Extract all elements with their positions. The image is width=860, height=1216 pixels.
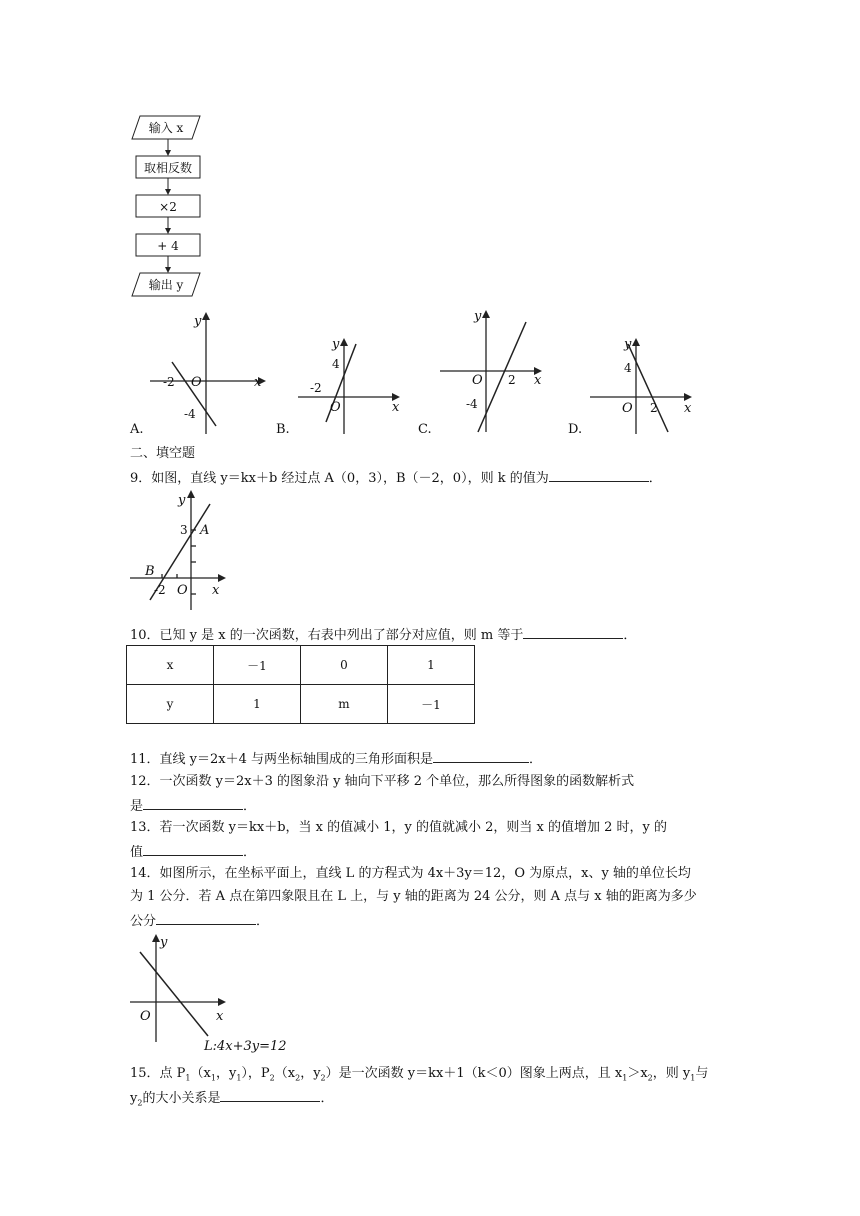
question-9-end: ．: [648, 471, 662, 486]
option-c-label: C.: [418, 422, 432, 437]
question-10-end: ．: [623, 628, 637, 643]
y-tick-label: -4: [466, 397, 478, 411]
origin-label: O: [472, 373, 483, 388]
y-tick-label: 4: [624, 361, 632, 375]
option-b-label: B.: [276, 422, 290, 437]
question-11-end: ．: [529, 752, 543, 767]
question-12-line2: [130, 795, 256, 817]
question-14-line1: 14．如图所示，在坐标平面上，直线 L 的方程式为 4x＋3y＝12，O 为原点，x、y 轴的单位长均: [130, 866, 691, 881]
axis-y-label: y: [160, 935, 168, 950]
flowchart-step1: 取相反数: [143, 161, 193, 175]
flowchart: [128, 112, 218, 302]
y-tick-label: 4: [332, 357, 340, 371]
origin-label: O: [191, 375, 202, 390]
value-table: [126, 645, 475, 724]
axis-y-label: y: [194, 314, 202, 329]
question-14-end: ．: [256, 914, 270, 929]
graph-option-c: [438, 306, 548, 436]
option-d-label: D.: [568, 422, 583, 437]
y-tick-label: 3: [180, 523, 188, 537]
origin-label: O: [140, 1009, 151, 1024]
origin-label: O: [177, 583, 188, 598]
table-cell: 0: [301, 646, 388, 685]
question-13-text: 值: [130, 845, 144, 860]
axis-y-label: y: [474, 309, 482, 324]
answer-blank-12[interactable]: [143, 795, 243, 810]
question-9-text: 9．如图，直线 y＝kx＋b 经过点 A（0，3），B（－2，0），则 k 的值为: [130, 471, 549, 486]
question-14-line3: [130, 910, 269, 932]
point-b-label: B: [145, 564, 155, 579]
question-13-line1: 13．若一次函数 y＝kx＋b，当 x 的值减小 1，y 的值就减小 2，则当 x 的值增加 2 时，y 的: [130, 820, 668, 835]
question-15-line2: $y_2$的大小关系是 ．: [130, 1087, 333, 1114]
axis-x-label: x: [684, 401, 692, 416]
flowchart-input: 输入 x: [148, 121, 184, 135]
graph-option-b: [296, 334, 404, 438]
answer-blank-10[interactable]: [523, 624, 623, 639]
table-cell: x: [127, 646, 214, 685]
table-cell: 1: [388, 646, 475, 685]
x-tick-label: 2: [650, 401, 658, 415]
answer-blank-14[interactable]: [156, 910, 256, 925]
answer-blank-11[interactable]: [433, 748, 529, 763]
x-tick-label: -2: [163, 375, 175, 389]
question-12-line1: 12．一次函数 y＝2x＋3 的图象沿 y 轴向下平移 2 个单位，那么所得图象的函数解析式: [130, 774, 635, 789]
graph-option-a: [150, 310, 268, 440]
table-cell: 1: [214, 685, 301, 724]
question-14-text: 公分: [130, 914, 157, 929]
table-cell: －1: [388, 685, 475, 724]
question-15-line1: 15．点 $P_1(x_1$，$y_1$），$P_2(x_2$，$y_2$）是一次函数 y＝kx＋1（k＜0）图象上两点，且 $x_1>x_2$，则 $y_1$与: [130, 1066, 709, 1083]
flowchart-output: 输出 y: [148, 278, 184, 292]
question-11: [130, 748, 542, 770]
question-11-text: 11．直线 y＝2x＋4 与两坐标轴围成的三角形面积是: [130, 752, 434, 767]
table-cell: －1: [214, 646, 301, 685]
line-equation-label: L:4x+3y=12: [204, 1039, 287, 1054]
figure-q9: [128, 490, 228, 616]
origin-label: O: [622, 401, 633, 416]
answer-blank-9[interactable]: [549, 467, 649, 482]
question-10: [130, 624, 636, 646]
flowchart-step3: + 4: [157, 239, 179, 253]
question-12-text: 是: [130, 799, 144, 814]
axis-y-label: y: [178, 493, 186, 508]
axis-x-label: x: [534, 373, 542, 388]
axis-x-label: x: [216, 1009, 224, 1024]
x-tick-label: -2: [154, 583, 166, 597]
question-14-line2: 为 1 公分．若 A 点在第四象限且在 L 上，与 y 轴的距离为 24 公分，则 A 点与 x 轴的距离为多少: [130, 889, 697, 904]
axis-x-label: x: [254, 375, 262, 390]
y-tick-label: -4: [184, 407, 196, 421]
graph-option-d: [588, 334, 696, 438]
axis-y-label: y: [624, 337, 632, 352]
question-10-text: 10．已知 y 是 x 的一次函数，右表中列出了部分对应值，则 m 等于: [130, 628, 524, 643]
axis-y-label: y: [332, 337, 340, 352]
section-title: 二、填空题: [130, 446, 196, 461]
flowchart-step2: ×2: [159, 200, 177, 214]
question-13-line2: [130, 841, 256, 863]
axis-x-label: x: [392, 400, 400, 415]
answer-blank-13[interactable]: [143, 841, 243, 856]
answer-blank-15[interactable]: [220, 1087, 320, 1102]
table-row: [127, 646, 475, 685]
x-tick-label: -2: [310, 381, 322, 395]
table-row: [127, 685, 475, 724]
question-13-end: ．: [243, 845, 257, 860]
question-12-end: ．: [243, 799, 257, 814]
origin-label: O: [330, 400, 341, 415]
option-a-label: A.: [130, 422, 144, 437]
table-cell: m: [301, 685, 388, 724]
table-cell: y: [127, 685, 214, 724]
question-9: [130, 467, 662, 489]
point-a-label: A: [200, 523, 210, 538]
x-tick-label: 2: [508, 373, 516, 387]
figure-q14: [128, 932, 298, 1056]
axis-x-label: x: [212, 583, 220, 598]
